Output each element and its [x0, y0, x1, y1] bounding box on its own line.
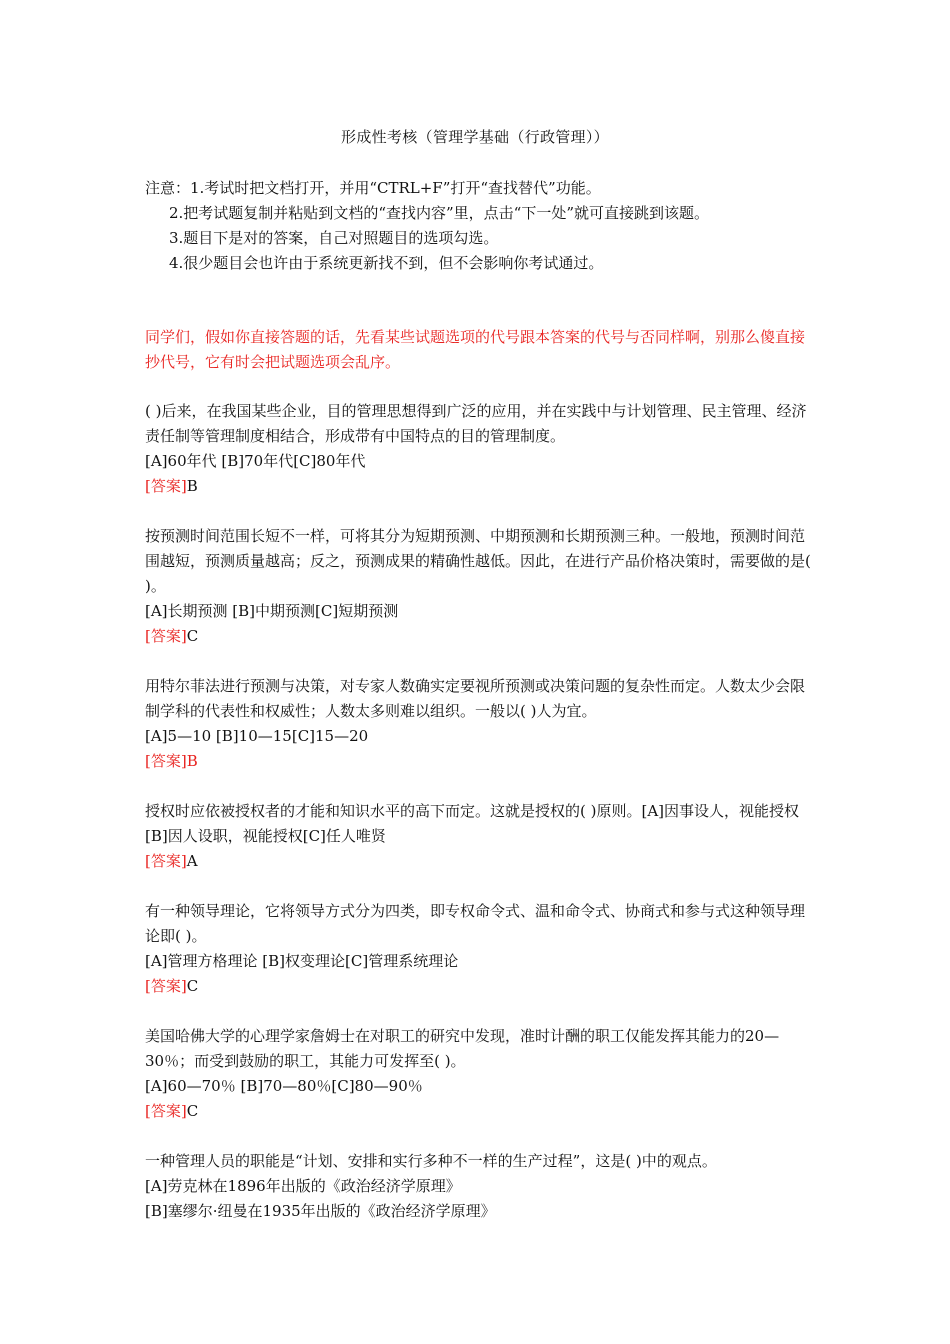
- question-options: [A]60年代 [B]70年代[C]80年代: [145, 452, 366, 470]
- question-item: [145, 799, 815, 874]
- question-item: [145, 674, 815, 774]
- answer-value: C: [186, 977, 199, 995]
- question-text: 按预测时间范围长短不一样，可将其分为短期预测、中期预测和长期预测三种。一般地，预测时间范围越短，预测质量越高；反之，预测成果的精确性越低。因此，在进行产品价格决策时，需要做的是( )。: [145, 527, 811, 595]
- question-options: [A]管理方格理论 [B]权变理论[C]管理系统理论: [145, 952, 459, 970]
- answer-value: C: [186, 627, 199, 645]
- answer-line: [145, 849, 815, 874]
- notes-block: [145, 176, 815, 276]
- question-text: 美国哈佛大学的心理学家詹姆士在对职工的研究中发现，准时计酬的职工仅能发挥其能力的20—30％；而受到鼓励的职工，其能力可发挥至( )。: [145, 1027, 780, 1070]
- question-text: 有一种领导理论，它将领导方式分为四类，即专权命令式、温和命令式、协商式和参与式这种领导理论即( )。: [145, 902, 806, 945]
- note-line: 注意：1.考试时把文档打开，并用“CTRL+F”打开“查找替代”功能。: [145, 179, 601, 197]
- question-options: [B]塞缪尔·纽曼在1935年出版的《政治经济学原理》: [145, 1202, 496, 1220]
- answer-line: [145, 974, 815, 999]
- answer-label: [答案]: [145, 1102, 187, 1120]
- answer-line: [145, 749, 815, 774]
- answer-line: [145, 1099, 815, 1124]
- warning-text: 同学们，假如你直接答题的话，先看某些试题选项的代号跟本答案的代号与否同样啊，别那么傻直接抄代号，它有时会把试题选项会乱序。: [145, 328, 806, 371]
- question-item: [145, 1149, 815, 1224]
- answer-label: [答案]: [145, 852, 187, 870]
- answer-value: A: [186, 852, 198, 870]
- answer-label: [答案]: [145, 977, 187, 995]
- question-options: [A]长期预测 [B]中期预测[C]短期预测: [145, 602, 399, 620]
- question-item: [145, 1024, 815, 1124]
- question-text: ( )后来，在我国某些企业，目的管理思想得到广泛的应用，并在实践中与计划管理、民主管理、经济责任制等管理制度相结合，形成带有中国特点的目的管理制度。: [145, 402, 807, 445]
- question-options: [A]5—10 [B]10—15[C]15—20: [145, 727, 369, 745]
- answer-value: B: [186, 752, 198, 770]
- question-item: [145, 899, 815, 999]
- answer-label: [答案]: [145, 752, 187, 770]
- question-text: 一种管理人员的职能是“计划、安排和实行多种不一样的生产过程”，这是( )中的观点。: [145, 1152, 717, 1170]
- question-item: [145, 524, 815, 649]
- answer-line: [145, 624, 815, 649]
- note-line: 3.题目下是对的答案，自己对照题目的选项勾选。: [169, 229, 499, 247]
- answer-label: [答案]: [145, 627, 187, 645]
- question-list: [145, 399, 815, 1249]
- answer-line: [145, 474, 815, 499]
- answer-label: [答案]: [145, 477, 187, 495]
- question-item: [145, 399, 815, 499]
- note-line: 2.把考试题复制并粘贴到文档的“查找内容”里，点击“下一处”就可直接跳到该题。: [169, 204, 709, 222]
- answer-value: B: [186, 477, 198, 495]
- question-options: [A]劳克林在1896年出版的《政治经济学原理》: [145, 1177, 461, 1195]
- question-options: [A]60—70％ [B]70—80％[C]80—90％: [145, 1077, 423, 1095]
- note-line: 4.很少题目会也许由于系统更新找不到，但不会影响你考试通过。: [169, 254, 604, 272]
- answer-value: C: [186, 1102, 199, 1120]
- document-title: 形成性考核（管理学基础（行政管理））: [341, 128, 609, 146]
- question-text: 用特尔菲法进行预测与决策，对专家人数确实定要视所预测或决策问题的复杂性而定。人数太少会限制学科的代表性和权威性；人数太多则难以组织。一般以( )人为宜。: [145, 677, 806, 720]
- question-text: 授权时应依被授权者的才能和知识水平的高下而定。这就是授权的( )原则。[A]因事设人，视能授权 [B]因人设职，视能授权[C]任人唯贤: [145, 802, 800, 845]
